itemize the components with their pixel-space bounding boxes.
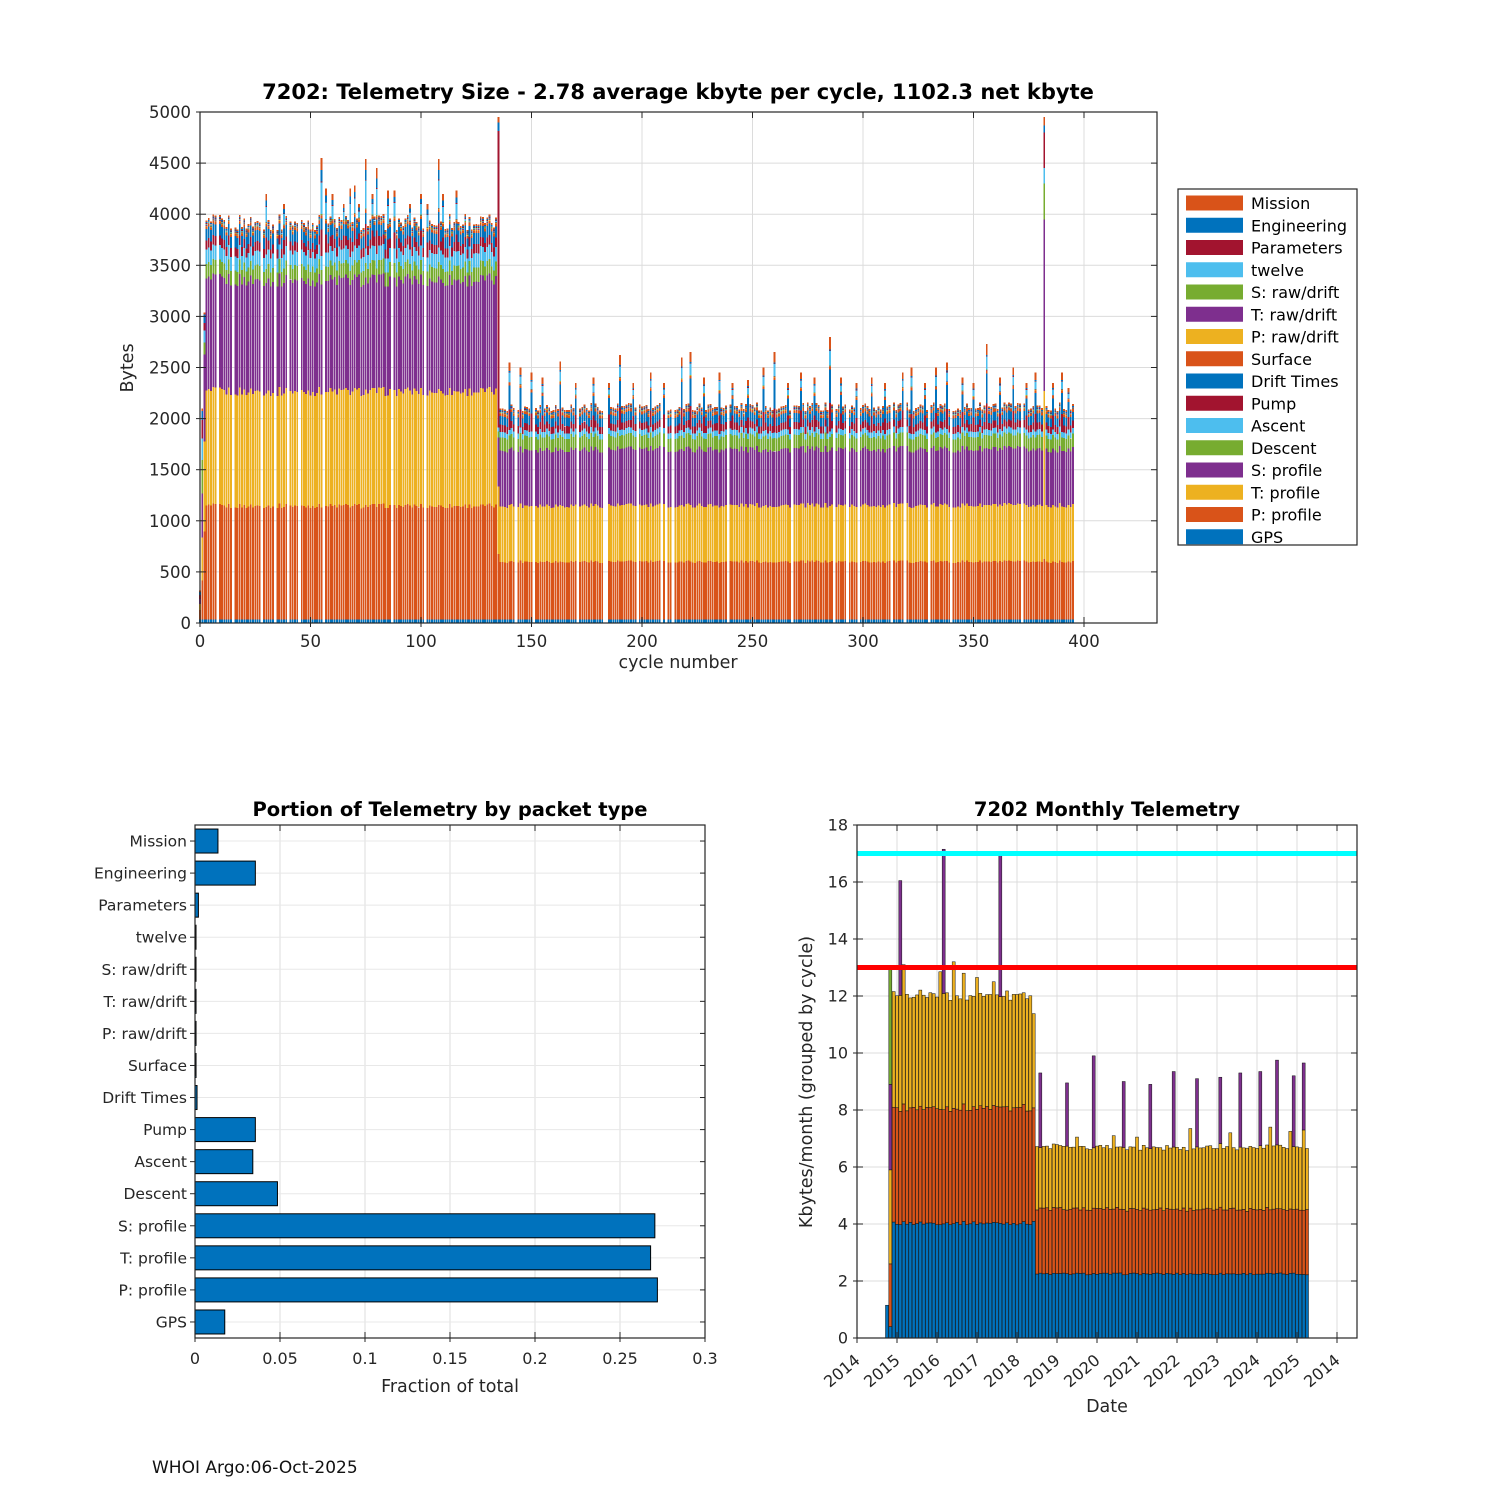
legend-swatch [1186, 262, 1243, 277]
legend-swatch [1186, 196, 1243, 211]
portion-bar [195, 1278, 657, 1302]
legend-swatch [1186, 307, 1243, 322]
y-tick-label: 3000 [149, 307, 191, 327]
portion-plot [94, 825, 718, 1368]
legend-item-label: Mission [1251, 194, 1311, 213]
legend-item [1186, 439, 1317, 458]
x-tick-label: 2015 [860, 1350, 904, 1392]
telemetry-bars [199, 117, 1074, 623]
monthly-ylabel: Kbytes/month (grouped by cycle) [797, 935, 817, 1229]
legend-swatch [1186, 440, 1243, 455]
portion-xlabel: Fraction of total [381, 1377, 519, 1397]
legend-swatch [1186, 351, 1243, 366]
y-tick-label: 2500 [149, 358, 191, 378]
category-label: T: raw/drift [103, 992, 187, 1011]
y-tick-label: 8 [837, 1100, 848, 1120]
x-tick-label: 2019 [1020, 1350, 1064, 1392]
legend-item-label: T: profile [1251, 483, 1321, 503]
x-tick-label: 2018 [980, 1350, 1024, 1392]
legend-swatch [1186, 485, 1243, 500]
y-tick-label: 2 [837, 1271, 848, 1291]
portion-bar [195, 1182, 277, 1206]
category-label: P: profile [118, 1281, 187, 1300]
x-tick-label: 0.2 [522, 1349, 548, 1368]
category-label: Parameters [98, 896, 187, 915]
x-tick-label: 2014 [1300, 1350, 1344, 1392]
category-label: GPS [155, 1313, 187, 1332]
telemetry-size-ylabel: Bytes [118, 343, 138, 393]
legend-item [1186, 394, 1296, 413]
y-tick-label: 10 [827, 1043, 848, 1063]
x-tick-label: 350 [957, 632, 990, 651]
legend-swatch [1186, 329, 1243, 344]
legend-item [1186, 328, 1339, 347]
y-tick-label: 4000 [149, 205, 191, 225]
category-label: Descent [123, 1185, 187, 1204]
category-label: Pump [143, 1121, 187, 1140]
y-tick-label: 6 [837, 1157, 848, 1177]
y-tick-label: 0 [180, 614, 191, 633]
legend-item-label: Descent [1251, 438, 1317, 458]
category-label: twelve [135, 928, 187, 947]
y-tick-label: 2000 [149, 409, 191, 429]
y-tick-label: 500 [159, 562, 191, 582]
x-tick-label: 0.1 [352, 1349, 378, 1368]
x-tick-label: 150 [515, 632, 548, 651]
x-tick-label: 2021 [1100, 1350, 1144, 1392]
legend-item-label: Drift Times [1251, 372, 1339, 391]
category-label: S: raw/drift [101, 960, 187, 979]
telemetry-size-title: 7202: Telemetry Size - 2.78 average kbyte per cycle, 1102.3 net kbyte [262, 80, 1094, 104]
category-label: Surface [127, 1056, 187, 1075]
category-label: P: raw/drift [101, 1024, 187, 1043]
legend-item [1186, 506, 1322, 525]
category-label: Engineering [94, 864, 187, 883]
legend-item-label: P: raw/drift [1251, 327, 1339, 347]
legend-item [1186, 461, 1322, 480]
x-tick-label: 0.3 [692, 1349, 718, 1368]
legend-item-label: Surface [1251, 349, 1312, 369]
portion-bar [195, 1246, 651, 1270]
monthly-xlabel: Date [1086, 1397, 1128, 1417]
legend-swatch [1186, 240, 1243, 255]
x-tick-label: 100 [405, 632, 437, 651]
y-tick-label: 3500 [149, 256, 191, 276]
x-tick-label: 2020 [1060, 1350, 1104, 1392]
legend-swatch [1186, 218, 1243, 233]
legend-item-label: twelve [1251, 260, 1304, 280]
category-label: Ascent [134, 1153, 187, 1172]
portion-bar [195, 861, 255, 885]
legend-item-label: Ascent [1251, 416, 1306, 436]
legend-swatch [1186, 507, 1243, 522]
legend-item [1186, 372, 1339, 391]
legend-item-label: Parameters [1251, 238, 1343, 258]
y-tick-label: 4500 [149, 154, 191, 174]
y-tick-label: 5000 [149, 103, 191, 122]
category-label: Mission [129, 832, 187, 851]
y-tick-label: 18 [827, 815, 848, 835]
legend-item-label: Pump [1251, 394, 1297, 414]
x-tick-label: 2023 [1180, 1350, 1224, 1392]
x-tick-label: 0.05 [262, 1349, 298, 1368]
legend-item-label: S: raw/drift [1251, 283, 1340, 302]
category-label: Drift Times [102, 1089, 187, 1108]
legend-item-label: P: profile [1251, 505, 1322, 525]
x-tick-label: 2016 [900, 1350, 944, 1392]
y-tick-label: 1500 [149, 460, 191, 480]
legend-swatch [1186, 529, 1243, 544]
legend-item-label: T: raw/drift [1251, 305, 1338, 325]
y-tick-label: 16 [827, 872, 848, 892]
legend-item [1186, 283, 1339, 302]
y-tick-label: 0 [837, 1328, 848, 1348]
portion-bar [195, 829, 218, 853]
category-label: S: profile [118, 1217, 187, 1236]
x-tick-label: 250 [736, 632, 769, 651]
y-tick-label: 1000 [149, 511, 191, 531]
y-tick-label: 4 [837, 1214, 848, 1234]
legend-swatch [1186, 374, 1243, 389]
legend-item [1186, 239, 1343, 258]
portion-title: Portion of Telemetry by packet type [252, 798, 648, 821]
legend-swatch [1186, 285, 1243, 300]
legend-swatch [1186, 396, 1243, 411]
portion-bar [195, 1118, 255, 1142]
telemetry-size-xlabel: cycle number [618, 653, 738, 673]
telemetry-size-plot [149, 103, 1157, 651]
x-tick-label: 400 [1068, 632, 1100, 651]
x-tick-label: 0 [189, 1349, 201, 1368]
x-tick-label: 2024 [1220, 1350, 1264, 1392]
x-tick-label: 0 [194, 632, 206, 651]
portion-bar [195, 1214, 655, 1238]
footer-stamp: WHOI Argo:06-Oct-2025 [152, 1458, 358, 1478]
monthly-telemetry-plot [820, 816, 1357, 1392]
legend-swatch [1186, 463, 1243, 478]
portion-bar [195, 1150, 253, 1174]
legend-item-label: Engineering [1251, 216, 1347, 236]
monthly-title: 7202 Monthly Telemetry [973, 798, 1241, 821]
x-tick-label: 0.15 [432, 1349, 468, 1368]
legend-item [1186, 305, 1337, 324]
category-label: T: profile [120, 1249, 187, 1268]
y-tick-label: 12 [827, 986, 848, 1006]
legend-item [1186, 216, 1347, 235]
x-tick-label: 2025 [1260, 1350, 1304, 1392]
legend-item-label: S: profile [1251, 461, 1323, 480]
x-tick-label: 300 [847, 632, 879, 651]
legend [1178, 189, 1357, 547]
x-tick-label: 2017 [940, 1350, 984, 1392]
legend-item-label: GPS [1251, 527, 1284, 547]
x-tick-label: 2022 [1140, 1350, 1184, 1392]
x-tick-label: 0.25 [602, 1349, 638, 1368]
x-tick-label: 2014 [820, 1350, 864, 1392]
x-tick-label: 200 [626, 632, 658, 651]
x-tick-label: 50 [300, 632, 321, 651]
legend-item [1186, 483, 1320, 502]
legend-swatch [1186, 418, 1243, 433]
y-tick-label: 14 [827, 929, 848, 949]
portion-bar [195, 1310, 225, 1334]
legend-item [1186, 528, 1283, 547]
